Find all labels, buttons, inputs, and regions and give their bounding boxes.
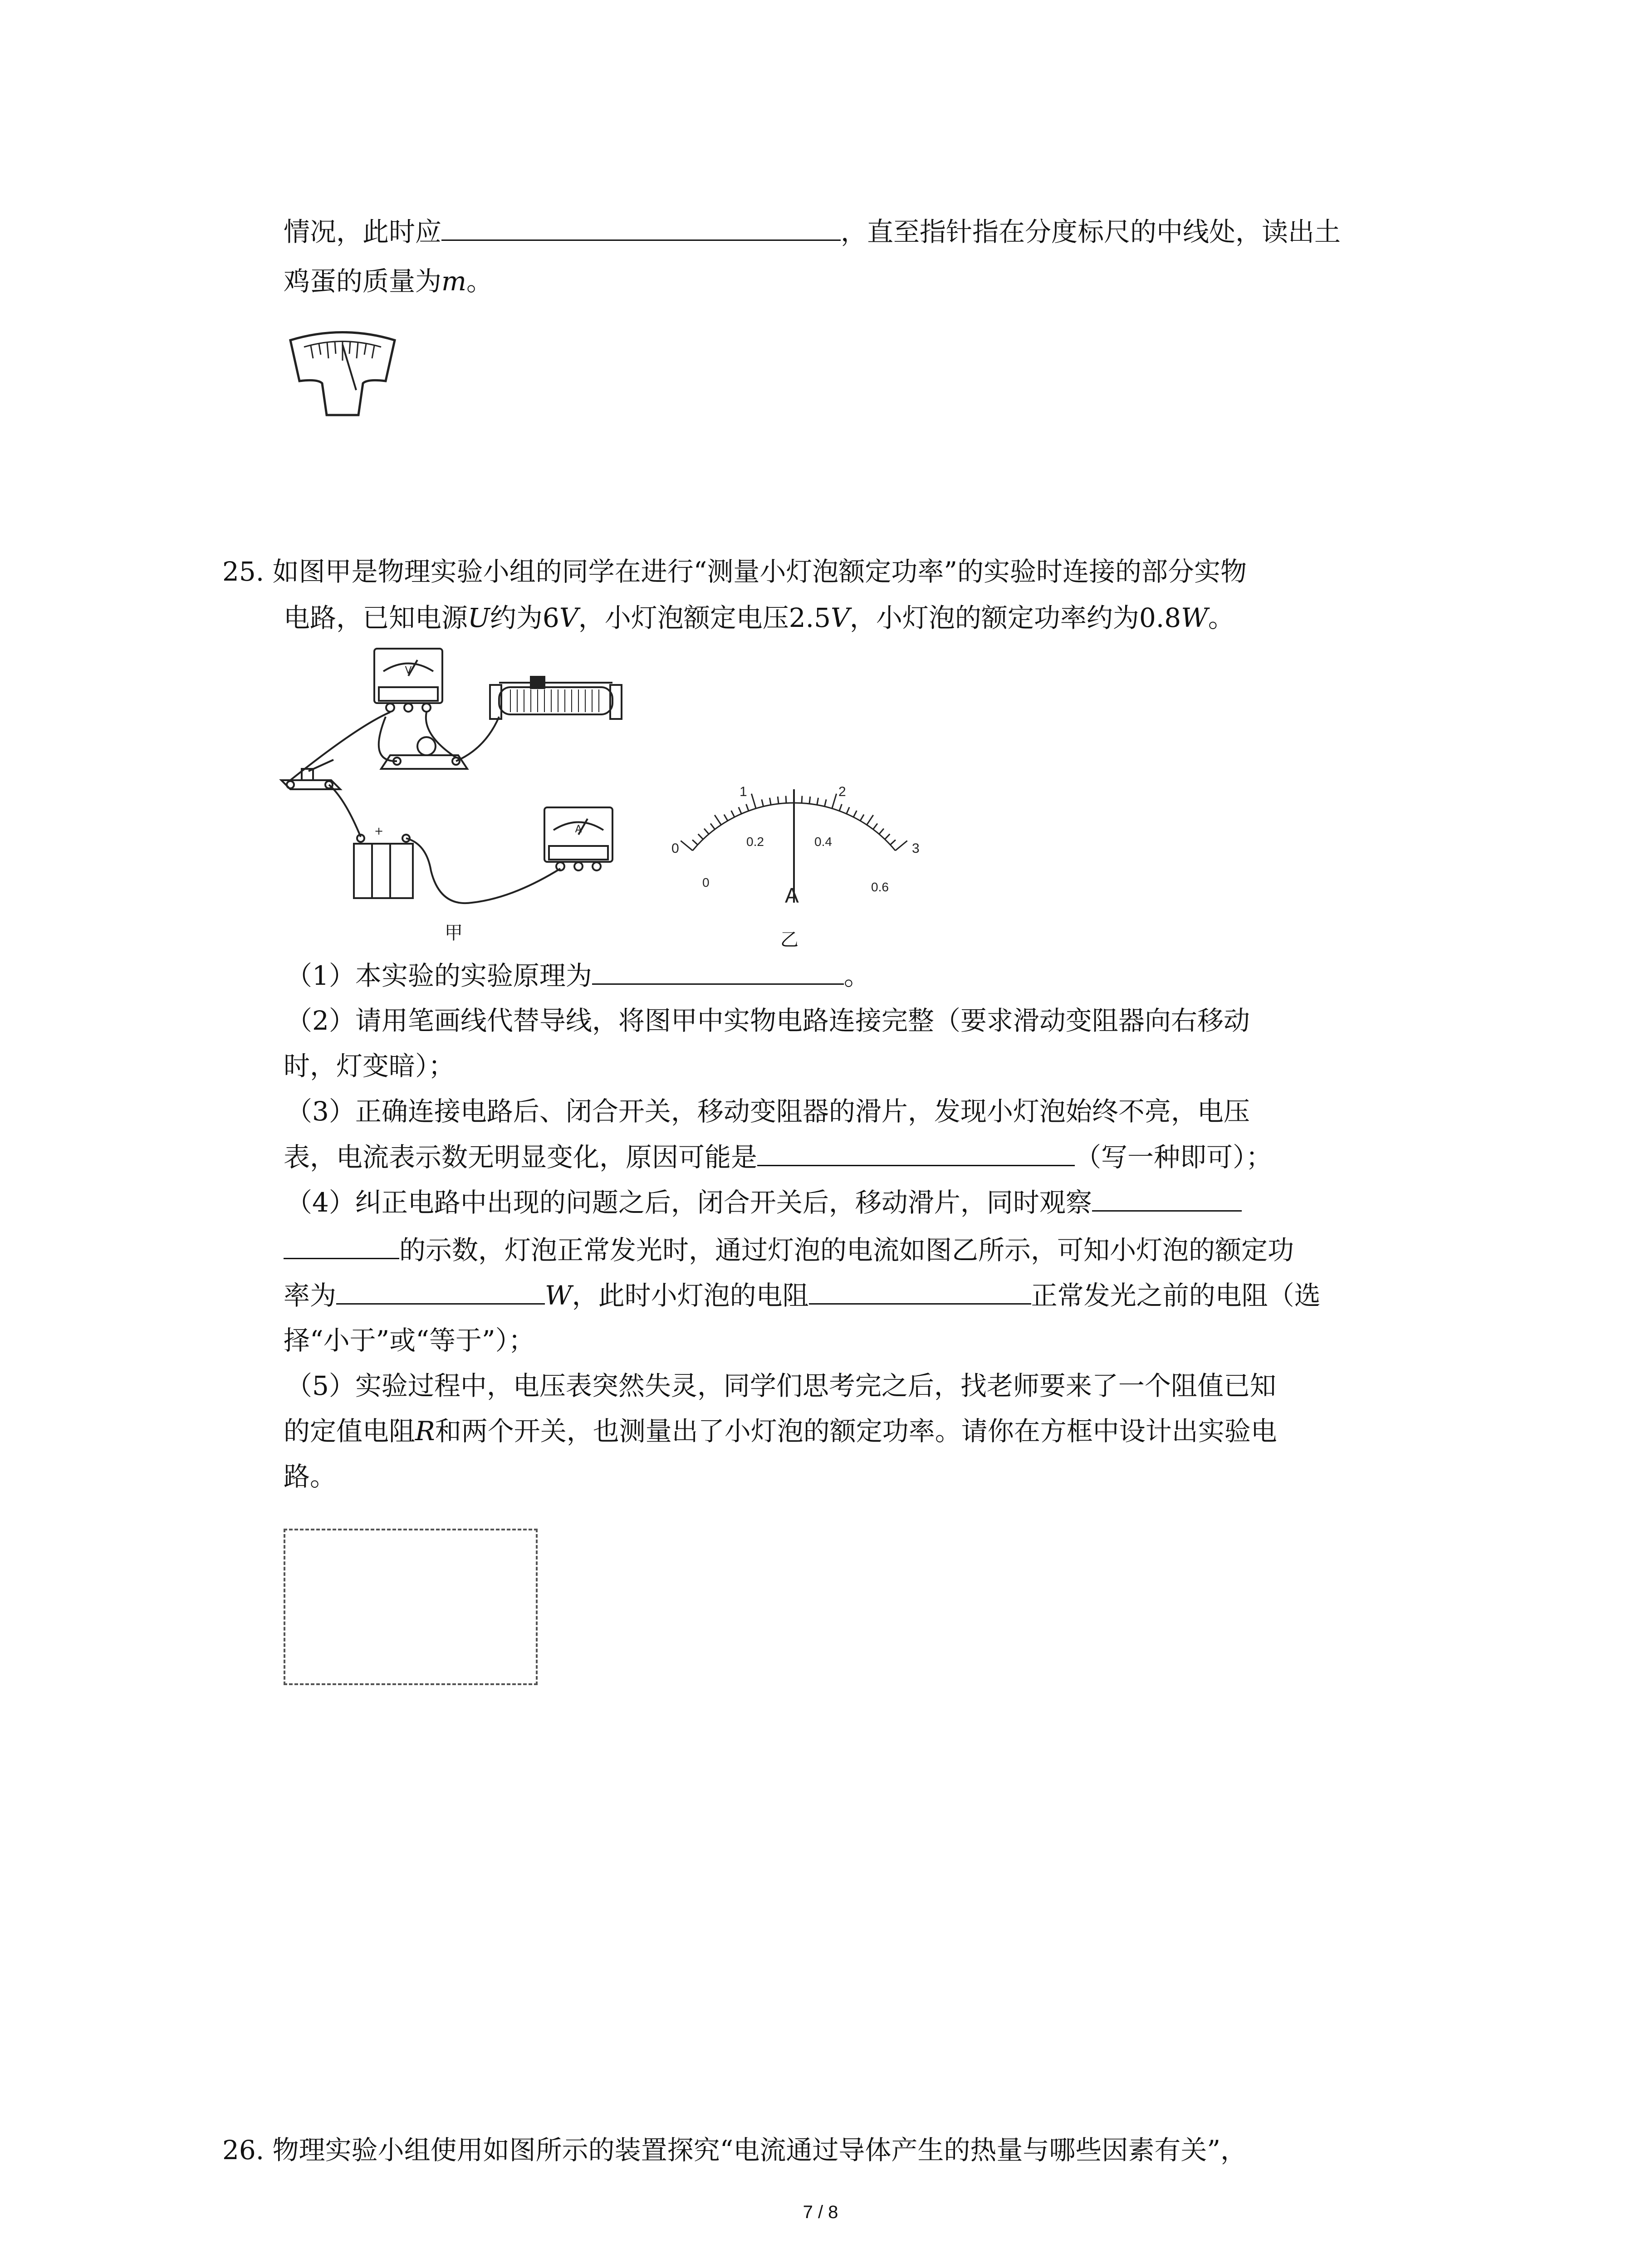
- dial-tick: [692, 840, 698, 845]
- q26-stem: 26. 物理实验小组使用如图所示的装置探究“电流通过导体产生的热量与哪些因素有关”，: [222, 2135, 1247, 2165]
- svg-text:0.4: 0.4: [814, 835, 832, 849]
- rheostat: [499, 687, 612, 714]
- q24-line2: 鸡蛋的质量为m。: [284, 266, 493, 297]
- answer-blank-resistance[interactable]: [809, 1277, 1031, 1305]
- svg-text:0.2: 0.2: [746, 835, 764, 849]
- figure-jia-caption: 甲: [445, 923, 463, 943]
- dial-tick: [715, 815, 721, 825]
- dial-tick: [809, 797, 810, 804]
- dial-tick: [847, 807, 849, 814]
- svg-text:0.6: 0.6: [871, 880, 889, 894]
- svg-text:0: 0: [671, 841, 679, 856]
- q25-part1: （1）本实验的实验原理为 。: [286, 957, 870, 994]
- q25-part5-line3: 路。: [284, 1461, 337, 1492]
- dial-tick: [867, 815, 873, 825]
- dial-tick: [817, 798, 818, 805]
- dial-tick: [895, 841, 907, 850]
- dial-tick: [710, 823, 715, 829]
- dial-tick: [890, 840, 896, 845]
- svg-text:0: 0: [702, 875, 710, 890]
- dial-tick: [839, 804, 842, 811]
- dial-tick: [681, 841, 692, 850]
- figure-yi-caption: 乙: [780, 929, 798, 950]
- ammeter-dial-figure-yi: [658, 771, 939, 907]
- q25-part4-line4: 择“小于”或“等于”）；: [284, 1325, 535, 1356]
- battery: [354, 844, 413, 898]
- balance-pointer-scale-icon: [284, 327, 402, 417]
- dial-tick: [762, 799, 764, 807]
- answer-blank-power[interactable]: [336, 1277, 545, 1305]
- dial-tick: [751, 794, 756, 809]
- q25-part4-line1: （4）纠正电路中出现的问题之后，闭合开关后，移动滑片，同时观察: [286, 1184, 1242, 1221]
- svg-text:+: +: [374, 825, 384, 837]
- dial-tick: [824, 799, 826, 807]
- answer-blank-adjust[interactable]: [441, 213, 841, 241]
- dial-tick: [698, 834, 703, 840]
- q25-stem-line1: 25. 如图甲是物理实验小组的同学在进行“测量小灯泡额定功率”的实验时连接的部分实物: [222, 556, 1247, 587]
- dial-tick: [879, 829, 884, 834]
- svg-text:A: A: [575, 824, 582, 835]
- dial-tick: [724, 815, 728, 821]
- dial-tick: [860, 815, 864, 821]
- q25-part2-line1: （2）请用笔画线代替导线，将图甲中实物电路连接完整（要求滑动变阻器向右移动: [286, 1005, 1250, 1036]
- dial-tick: [853, 811, 857, 817]
- q25-part4-line2: 的示数，灯泡正常发光时，通过灯泡的电流如图乙所示，可知小灯泡的额定功: [284, 1232, 1294, 1268]
- answer-blank-observe-a[interactable]: [1092, 1184, 1242, 1212]
- svg-text:V: V: [405, 665, 412, 676]
- q25-part3-line2: 表，电流表示数无明显变化，原因可能是 （写一种即可）；: [284, 1139, 1272, 1175]
- page-number: 7 / 8: [803, 2202, 838, 2222]
- dial-tick: [832, 794, 837, 809]
- circuit-design-box[interactable]: [284, 1529, 538, 1685]
- q25-part4-line3: 率为 W，此时小灯泡的电阻 正常发光之前的电阻（选: [284, 1277, 1321, 1314]
- q25-stem-line2: 电路，已知电源U约为6V，小灯泡额定电压2.5V，小灯泡的额定功率约为0.8W。: [284, 602, 1234, 633]
- q24-line1: 情况，此时应 ，直至指针指在分度标尺的中线处，读出土: [284, 213, 1341, 250]
- answer-blank-reason[interactable]: [757, 1139, 1075, 1166]
- dial-tick: [778, 797, 779, 804]
- svg-text:A: A: [785, 884, 799, 907]
- q25-part2-line2: 时，灯变暗）；: [284, 1051, 455, 1081]
- dial-tick: [704, 829, 709, 834]
- q25-part3-line1: （3）正确连接电路后、闭合开关，移动变阻器的滑片，发现小灯泡始终不亮，电压: [286, 1096, 1250, 1127]
- dial-tick: [873, 823, 877, 829]
- svg-text:2: 2: [838, 784, 846, 799]
- dial-tick: [731, 811, 735, 817]
- dial-tick: [885, 834, 890, 840]
- q25-part5-line1: （5）实验过程中，电压表突然失灵，同学们思考完之后，找老师要来了一个阻值已知: [286, 1370, 1276, 1401]
- dial-tick: [739, 807, 741, 814]
- dial-tick: [746, 804, 749, 811]
- circuit-figure-jia: [277, 644, 667, 907]
- answer-blank-principle[interactable]: [592, 957, 844, 985]
- dial-tick: [769, 798, 771, 805]
- q25-part5-line2: 的定值电阻R和两个开关，也测量出了小灯泡的额定功率。请你在方框中设计出实验电: [284, 1416, 1277, 1447]
- answer-blank-observe-b[interactable]: [284, 1232, 399, 1259]
- svg-text:1: 1: [740, 784, 747, 799]
- svg-text:3: 3: [912, 841, 920, 856]
